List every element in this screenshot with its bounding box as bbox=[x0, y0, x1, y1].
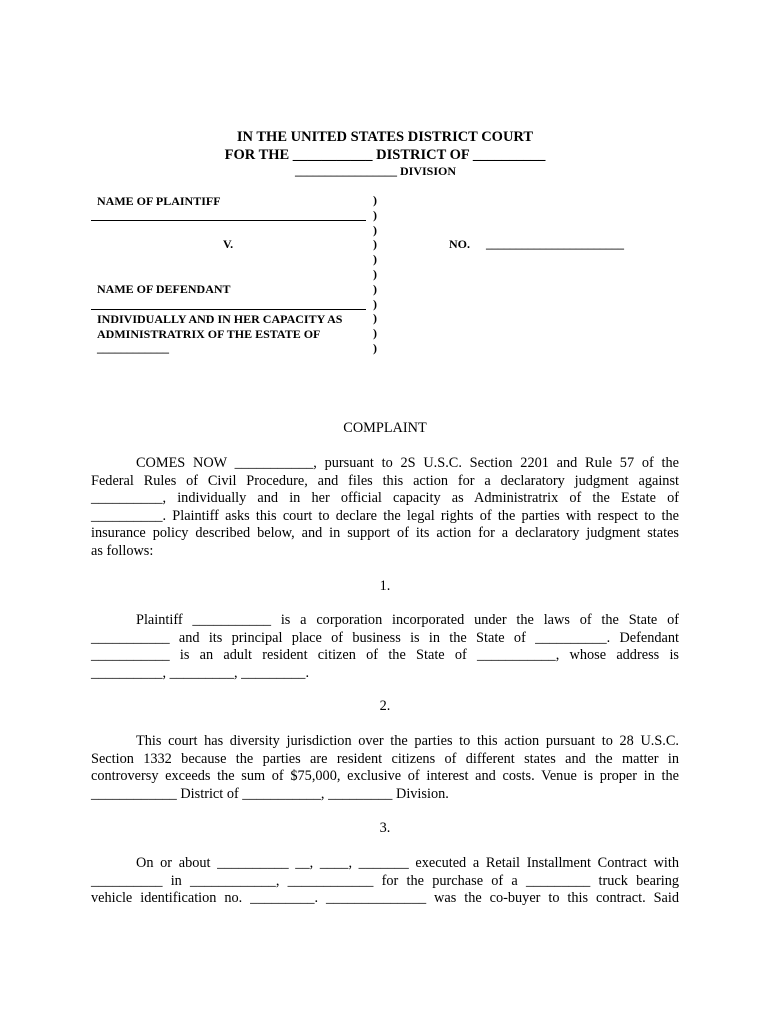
paragraph-3 bbox=[91, 855, 679, 908]
caption-bracket: ) bbox=[373, 311, 377, 326]
case-number-blank: _______________________ bbox=[486, 237, 624, 251]
caption-bracket-column bbox=[373, 193, 377, 356]
paragraph-line: On or about __________ __, ____, _______ executed a Retail Installment Contract with bbox=[136, 855, 679, 871]
paragraph-2 bbox=[91, 733, 679, 803]
paragraph-line: Federal Rules of Civil Procedure, and files this action for a declaratory judgment against bbox=[91, 472, 679, 489]
paragraph-line: __________, individually and in her official capacity as Administratrix of the Estate of bbox=[91, 490, 679, 506]
caption-bracket: ) bbox=[373, 326, 377, 341]
paragraph-line: ___________ is an adult resident citizen of the State of ___________, whose address is bbox=[91, 647, 679, 663]
caption-bracket: ) bbox=[373, 193, 377, 207]
court-heading: IN THE UNITED STATES DISTRICT COURT bbox=[236, 129, 534, 145]
paragraph-1 bbox=[91, 612, 679, 682]
paragraph-line: __________ in ____________, ____________ for the purchase of a _________ truck bearing bbox=[91, 872, 679, 889]
paragraph-line: controversy exceeds the sum of $75,000, exclusive of interest and costs. Venue is proper in the bbox=[91, 768, 679, 784]
caption-bracket: ) bbox=[373, 281, 377, 296]
versus-label: V. bbox=[223, 237, 234, 251]
caption-bracket: ) bbox=[373, 237, 377, 252]
paragraph-line: vehicle identification no. _________. ______________ was the co-buyer to this contract. Said bbox=[91, 890, 679, 906]
court-district-line: FOR THE ___________ DISTRICT OF __________ bbox=[224, 147, 546, 163]
capacity-line-1: INDIVIDUALLY AND IN HER CAPACITY AS bbox=[97, 312, 343, 326]
capacity-line-2: ADMINISTRATRIX OF THE ESTATE OF bbox=[97, 327, 321, 341]
paragraph-number: 1. bbox=[379, 578, 391, 594]
caption-bracket: ) bbox=[373, 266, 377, 281]
caption-bracket: ) bbox=[373, 207, 377, 222]
paragraph-line: insurance policy described below, and in support of its action for a declaratory judgment states bbox=[91, 525, 679, 541]
paragraph-line: ___________ and its principal place of business is in the State of __________. Defendant bbox=[91, 629, 679, 646]
paragraph-line: __________, _________, _________. bbox=[91, 664, 310, 681]
paragraph-line: ____________ District of ___________, _________ Division. bbox=[91, 785, 449, 802]
paragraph-line: Section 1332 because the parties are resident citizens of different states and the matter in bbox=[91, 750, 679, 767]
defendant-name-line bbox=[91, 309, 366, 310]
intro-paragraph bbox=[91, 455, 679, 560]
paragraph-line: __________. Plaintiff asks this court to declare the legal rights of the parties with respect to the bbox=[91, 507, 679, 524]
plaintiff-label: NAME OF PLAINTIFF bbox=[97, 194, 221, 208]
paragraph-line: as follows: bbox=[91, 542, 154, 559]
document-title: COMPLAINT bbox=[343, 420, 427, 436]
paragraph-line: Plaintiff ___________ is a corporation incorporated under the laws of the State of bbox=[136, 612, 679, 628]
defendant-label: NAME OF DEFENDANT bbox=[97, 282, 231, 296]
court-division-line: _________________ DIVISION bbox=[295, 164, 457, 178]
caption-bracket: ) bbox=[373, 296, 377, 311]
paragraph-number: 2. bbox=[379, 698, 391, 714]
estate-name-blank: ____________ bbox=[97, 341, 169, 355]
caption-bracket: ) bbox=[373, 222, 377, 237]
case-number-label: NO. bbox=[449, 237, 470, 251]
paragraph-number: 3. bbox=[379, 820, 391, 836]
paragraph-line: COMES NOW ___________, pursuant to 2S U.S.C. Section 2201 and Rule 57 of the bbox=[136, 455, 679, 471]
caption-bracket: ) bbox=[373, 252, 377, 267]
paragraph-line: This court has diversity jurisdiction over the parties to this action pursuant to 28 U.S.C. bbox=[136, 733, 679, 749]
caption-bracket: ) bbox=[373, 340, 377, 355]
plaintiff-name-line bbox=[91, 220, 366, 221]
